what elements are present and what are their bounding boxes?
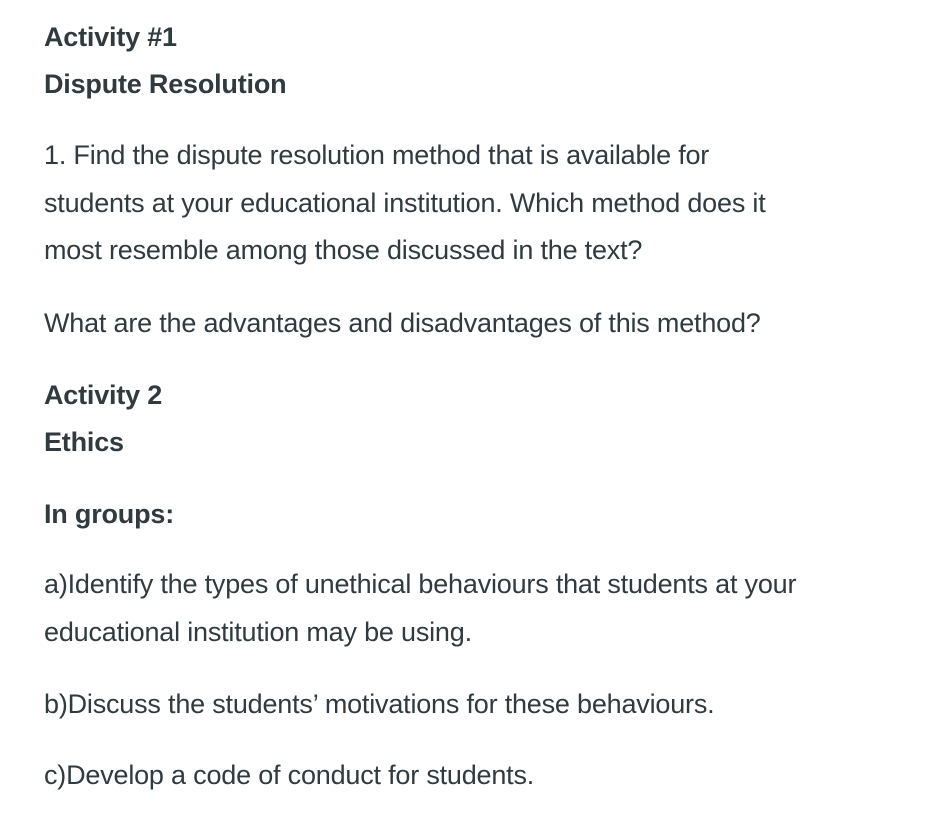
activity-1-question-line-2: students at your educational institution. Which method does it: [44, 188, 766, 218]
activity-1-question-2: What are the advantages and disadvantages of this method?: [44, 308, 761, 338]
item-a-line-1: a)Identify the types of unethical behaviours that students at your: [44, 569, 797, 599]
activity-1-question-line-3: most resemble among those discussed in the text?: [44, 235, 643, 265]
activity-1-subtitle: Dispute Resolution: [44, 69, 287, 99]
activity-2-title: Activity 2: [44, 380, 163, 410]
activity-1-title: Activity #1: [44, 22, 177, 52]
activity-2-subtitle: Ethics: [44, 427, 124, 457]
groups-label: In groups:: [44, 499, 174, 529]
item-b: b)Discuss the students’ motivations for these behaviours.: [44, 689, 715, 719]
item-c: c)Develop a code of conduct for students.: [44, 760, 535, 790]
item-a-line-2: educational institution may be using.: [44, 617, 472, 647]
activity-1-question-line-1: 1. Find the dispute resolution method that is available for: [44, 140, 710, 170]
